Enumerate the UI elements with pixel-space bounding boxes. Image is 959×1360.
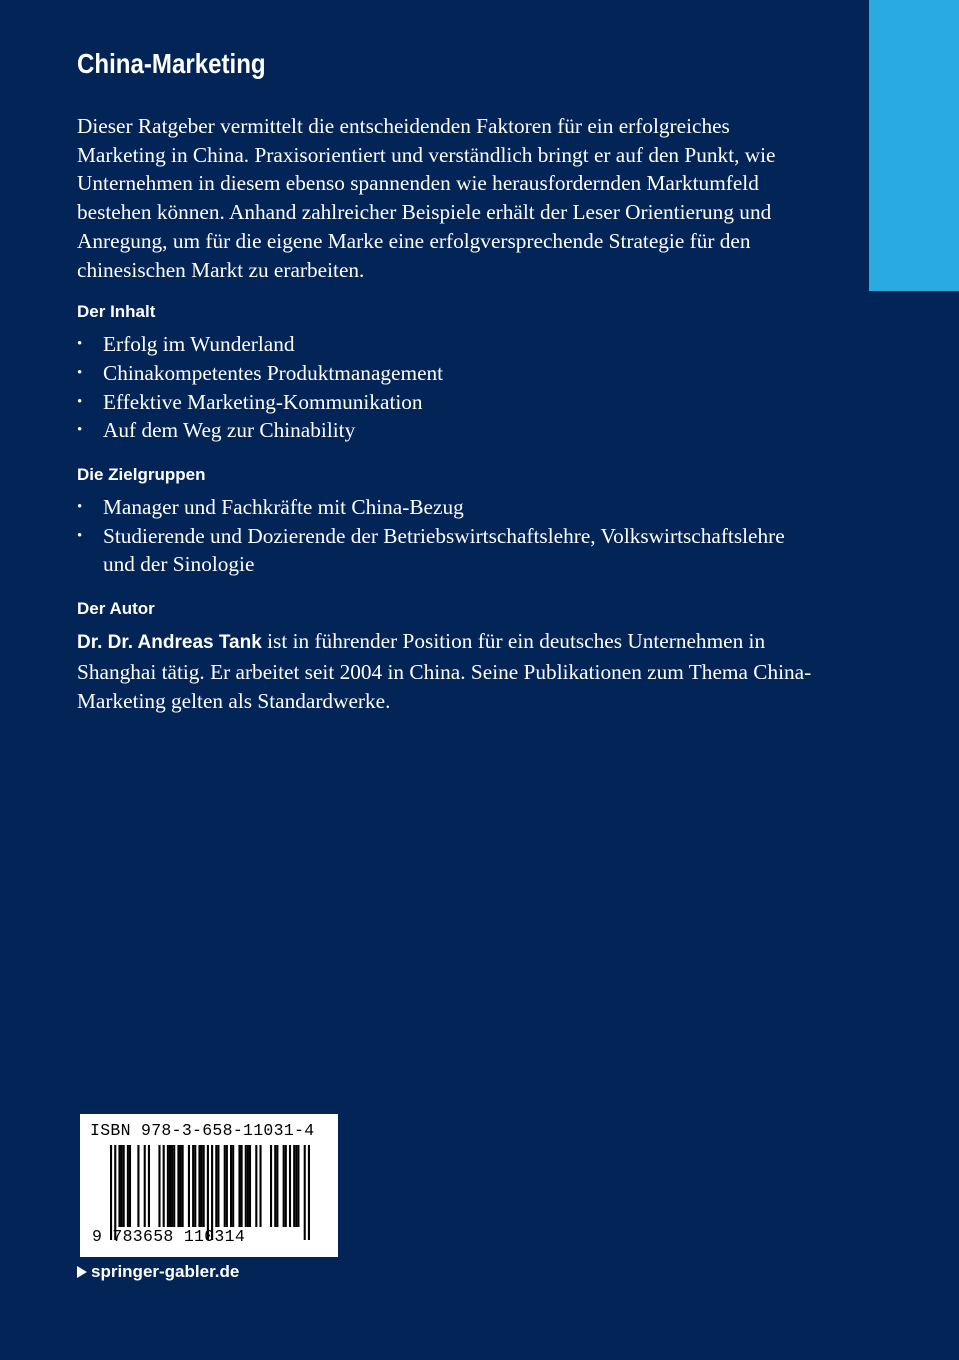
- barcode-bar: [182, 1145, 184, 1227]
- list-item-text: Studierende und Dozierende der Betriebswirtschaftslehre, Volkswirtschaftslehre und der Sinologie: [103, 523, 785, 577]
- barcode-bar: [232, 1145, 234, 1227]
- barcode-bar: [129, 1145, 131, 1227]
- barcode-bar: [207, 1145, 209, 1240]
- list-item: [77, 388, 817, 417]
- barcode-bar: [255, 1145, 257, 1227]
- barcode-bar: [144, 1145, 146, 1227]
- barcode-bar: [158, 1145, 160, 1227]
- audience-heading: Die Zielgruppen: [77, 465, 206, 485]
- list-item-text: Manager und Fachkräfte mit China-Bezug: [103, 495, 464, 520]
- barcode-bar: [276, 1145, 278, 1227]
- website-text[interactable]: springer-gabler.de: [91, 1262, 240, 1281]
- barcode-bar: [169, 1145, 171, 1227]
- barcode-bar: [241, 1145, 243, 1227]
- list-item: [77, 416, 817, 445]
- barcode-bar: [249, 1145, 251, 1227]
- list-item: [77, 493, 817, 522]
- barcode-bar: [297, 1145, 299, 1227]
- list-item-text: Erfolg im Wunderland: [103, 332, 295, 357]
- bullet-icon: •: [77, 393, 83, 410]
- barcode-bar: [167, 1145, 169, 1227]
- barcode-bar: [118, 1145, 120, 1227]
- back-cover-content: [77, 44, 817, 715]
- barcode-bar: [259, 1145, 261, 1227]
- barcode-bar: [285, 1145, 287, 1227]
- ean-digits: 9 783658 110314: [92, 1227, 246, 1246]
- isbn-label: ISBN 978-3-658-11031-4: [90, 1121, 315, 1140]
- bullet-icon: •: [77, 336, 83, 353]
- list-item-text: Auf dem Weg zur Chinability: [103, 418, 356, 443]
- barcode-bar: [110, 1145, 112, 1240]
- barcode-bar: [179, 1145, 181, 1227]
- barcode-bar: [192, 1145, 194, 1227]
- barcode-bar: [163, 1145, 165, 1227]
- barcode-bar: [173, 1145, 175, 1227]
- website-link[interactable]: [77, 1262, 239, 1282]
- barcode-bar: [230, 1145, 232, 1227]
- author-heading: Der Autor: [77, 599, 155, 619]
- barcode-bar: [226, 1145, 228, 1227]
- barcode-bar: [114, 1145, 116, 1240]
- barcode-bar: [283, 1145, 285, 1227]
- bullet-icon: •: [77, 364, 83, 381]
- barcode-bar: [177, 1145, 179, 1227]
- bullet-icon: •: [77, 527, 83, 544]
- isbn-barcode: [80, 1114, 338, 1257]
- barcode-bar: [295, 1145, 297, 1227]
- barcode-bar: [211, 1145, 213, 1240]
- book-title: China-Marketing: [77, 48, 266, 79]
- author-name: Dr. Dr. Andreas Tank: [77, 632, 262, 654]
- list-item: [77, 330, 817, 359]
- bullet-icon: •: [77, 499, 83, 516]
- barcode-bar: [217, 1145, 219, 1227]
- barcode-bar: [238, 1145, 240, 1227]
- barcode-bar: [201, 1145, 203, 1227]
- accent-bar: [869, 0, 959, 291]
- bullet-icon: •: [77, 422, 83, 439]
- barcode-bar: [171, 1145, 173, 1227]
- list-item: [77, 359, 817, 388]
- barcode-bar: [293, 1145, 295, 1227]
- barcode-bar: [127, 1145, 129, 1227]
- audience-list: [77, 493, 817, 579]
- barcode-bar: [245, 1145, 247, 1227]
- barcode-bar: [270, 1145, 272, 1227]
- barcode-bar: [289, 1145, 291, 1227]
- contents-list: [77, 330, 817, 445]
- barcode-bar: [194, 1145, 196, 1227]
- barcode-bar: [198, 1145, 200, 1227]
- list-item: [77, 522, 817, 579]
- contents-heading: Der Inhalt: [77, 302, 156, 322]
- barcode-bar: [137, 1145, 139, 1227]
- list-item-text: Chinakompetentes Produktmanagement: [103, 360, 444, 385]
- barcode-bar: [121, 1145, 123, 1227]
- author-bio: [77, 627, 817, 715]
- barcode-bar: [247, 1145, 249, 1227]
- intro-paragraph: Dieser Ratgeber vermittelt die entscheidenden Faktoren für ein erfolgreiches Marketing in China. Praxisorientiert und verständlich bringt er auf den Punkt, wie Unternehmen in diesem ebenso spannenden wie herausfordernden Marktumfeld bestehen können. Anhand zahlreicher Beispiele erhält der Leser Orientierung und Anregung, um für die eigene Marke eine erfolgversprechende Strategie für den chinesischen Markt zu erarbeiten.: [77, 114, 776, 282]
- arrow-right-icon: [77, 1266, 87, 1278]
- barcode-bar: [148, 1145, 150, 1227]
- barcode-bar: [274, 1145, 276, 1227]
- barcode-bar: [203, 1145, 205, 1227]
- barcode-bar: [215, 1145, 217, 1227]
- list-item-text: Effektive Marketing-Kommunikation: [103, 389, 423, 414]
- barcode-bars: [110, 1145, 310, 1240]
- barcode-bar: [304, 1145, 306, 1240]
- barcode-bar: [224, 1145, 226, 1227]
- barcode-bar: [123, 1145, 125, 1227]
- author-bio-text: ist in führender Position für ein deutsches Unternehmen in Shanghai tätig. Er arbeitet seit 2004 in China. Seine Publikationen zum Thema China-Marketing gelten als Standardwerke.: [77, 629, 812, 713]
- barcode-bar: [308, 1145, 310, 1240]
- barcode-bar: [188, 1145, 190, 1227]
